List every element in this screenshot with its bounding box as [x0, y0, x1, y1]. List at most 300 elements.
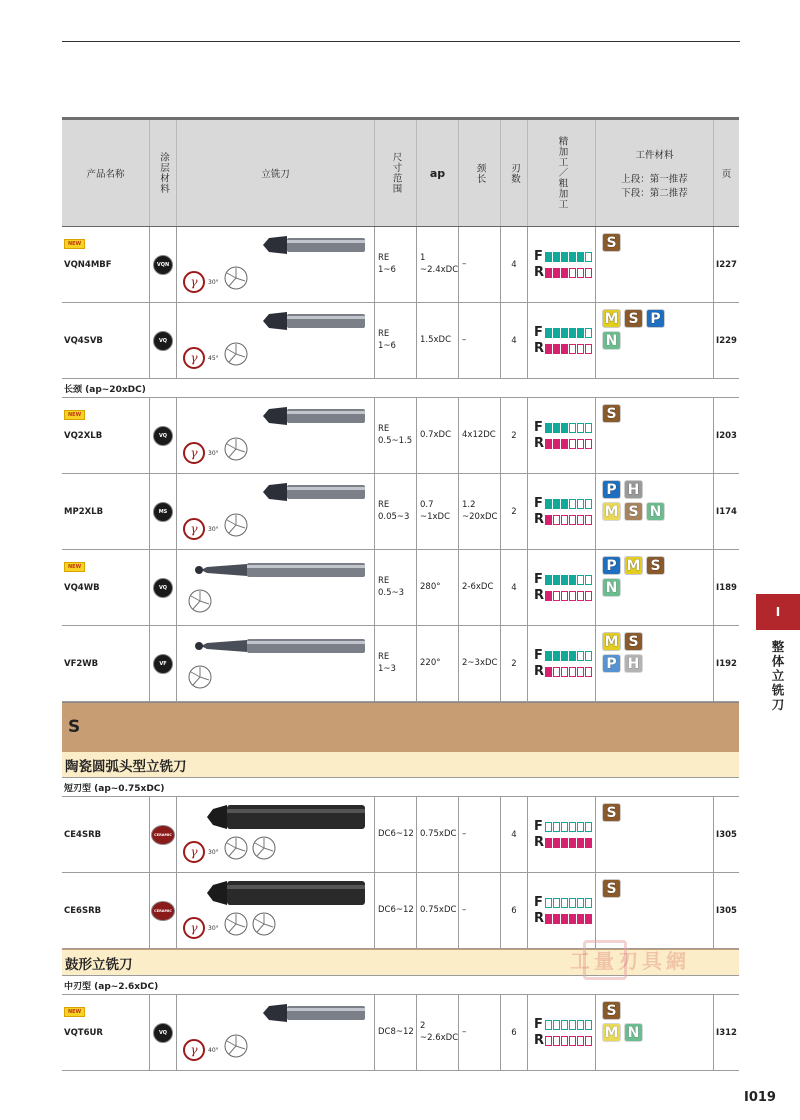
rating-square — [545, 515, 552, 525]
rating-square — [585, 914, 592, 924]
page-ref[interactable]: I192 — [713, 626, 739, 701]
helix-angle: 30° — [208, 279, 219, 286]
rating-square — [569, 667, 576, 677]
coating-cell — [149, 550, 176, 625]
finish-rough-cell — [527, 873, 595, 948]
rating-square — [553, 591, 560, 601]
rating-square — [553, 344, 560, 354]
rating-square — [545, 667, 552, 677]
rating-square — [577, 667, 584, 677]
rating-square — [577, 591, 584, 601]
row-group-long-neck — [62, 398, 739, 702]
flute-section-icon — [187, 664, 213, 690]
workpiece-cell — [595, 995, 713, 1070]
product-name-cell — [62, 626, 149, 701]
flute-section-icon — [223, 436, 249, 462]
helix-angle-icon: γ — [183, 347, 205, 369]
helix-angle: 45° — [208, 355, 219, 362]
workpiece-cell — [595, 550, 713, 625]
rating-square — [561, 268, 568, 278]
side-tab[interactable]: I — [756, 594, 800, 630]
rating-square — [585, 344, 592, 354]
product-name[interactable]: VQ4WB — [64, 582, 100, 593]
hdr-workpiece-title: 工件材料 — [635, 150, 674, 161]
material-badge-n: N — [602, 578, 621, 597]
rating-square — [561, 499, 568, 509]
finish-rating — [534, 572, 593, 588]
rough-rating — [534, 1033, 593, 1049]
page-ref[interactable]: I203 — [713, 398, 739, 473]
coating-badge-icon: CERAMIC — [151, 901, 175, 921]
ap-cell: 280° — [416, 550, 458, 625]
material-badge-n: N — [602, 331, 621, 350]
neck-cell: 2-6xDC — [458, 550, 500, 625]
rating-square — [553, 838, 560, 848]
top-rule — [62, 41, 740, 42]
hdr-flutes: 刃数 — [500, 120, 527, 226]
endmill-cell — [176, 873, 374, 948]
product-name[interactable]: CE6SRB — [64, 905, 102, 916]
rating-square — [545, 344, 552, 354]
coating-badge-icon: VQ — [153, 426, 173, 446]
rating-square — [577, 515, 584, 525]
material-badge-s: S — [602, 1001, 621, 1020]
rough-label: R — [534, 512, 545, 527]
ap-cell: 220° — [416, 626, 458, 701]
flutes-cell: 6 — [500, 873, 527, 948]
material-top-row — [602, 556, 713, 575]
finish-label: F — [534, 249, 543, 264]
product-name[interactable]: VQN4MBF — [64, 259, 112, 270]
helix-angle-icon: γ — [183, 1039, 205, 1061]
rating-square — [585, 499, 592, 509]
table-row — [62, 474, 739, 550]
rating-square — [585, 423, 592, 433]
coating-badge-icon: VQ — [153, 331, 173, 351]
coating-cell — [149, 873, 176, 948]
material-badge-p: P — [602, 480, 621, 499]
rough-label: R — [534, 588, 545, 603]
rating-square — [577, 822, 584, 832]
rough-rating — [534, 341, 593, 357]
table-row — [62, 227, 739, 303]
neck-cell: 4x12DC — [458, 398, 500, 473]
helix-angle: 30° — [208, 526, 219, 533]
finish-rating — [534, 895, 593, 911]
rough-rating — [534, 835, 593, 851]
rating-square — [577, 344, 584, 354]
hdr-neck: 颈长 — [458, 120, 500, 226]
endmill-drawing — [177, 303, 375, 378]
ap-cell: 2 ~2.6xDC — [416, 995, 458, 1070]
endmill-cell — [176, 398, 374, 473]
finish-rating — [534, 648, 593, 664]
page-number: I019 — [744, 1090, 776, 1105]
rating-square — [585, 328, 592, 338]
rating-square — [553, 575, 560, 585]
finish-rough-cell — [527, 626, 595, 701]
rating-square — [553, 914, 560, 924]
product-table — [62, 117, 739, 1071]
rating-square — [553, 499, 560, 509]
finish-rough-cell — [527, 227, 595, 302]
material-badge-p: P — [602, 556, 621, 575]
page-ref[interactable]: I174 — [713, 474, 739, 549]
product-name-cell — [62, 873, 149, 948]
rating-square — [545, 575, 552, 585]
rating-square — [585, 651, 592, 661]
endmill-cell — [176, 550, 374, 625]
table-row — [62, 626, 739, 702]
rough-label: R — [534, 664, 545, 679]
rating-square — [569, 822, 576, 832]
flutes-cell: 4 — [500, 550, 527, 625]
material-top-row — [602, 879, 713, 898]
rating-square — [553, 439, 560, 449]
material-badge-n: N — [646, 502, 665, 521]
rating-square — [577, 898, 584, 908]
rating-square — [553, 651, 560, 661]
rating-square — [585, 898, 592, 908]
coating-cell — [149, 995, 176, 1070]
rating-square — [553, 1020, 560, 1030]
material-badge-m: M — [602, 1023, 621, 1042]
helix-angle: 40° — [208, 1047, 219, 1054]
material-badge-s: S — [624, 632, 643, 651]
material-bottom-row — [602, 1023, 713, 1042]
material-badge-h: H — [624, 654, 643, 673]
rating-square — [569, 838, 576, 848]
hdr-page: 页 — [713, 120, 739, 226]
size-range-cell: RE 1~6 — [374, 227, 416, 302]
coating-badge-icon: VQN — [153, 255, 173, 275]
finish-rough-cell — [527, 550, 595, 625]
rough-rating — [534, 265, 593, 281]
rating-square — [585, 515, 592, 525]
product-name[interactable]: MP2XLB — [64, 506, 104, 517]
rating-square — [577, 439, 584, 449]
finish-label: F — [534, 1017, 543, 1032]
rating-square — [561, 252, 568, 262]
material-badge-s: S — [624, 502, 643, 521]
material-top-row — [602, 233, 713, 252]
page-ref[interactable]: I312 — [713, 995, 739, 1070]
material-badge-h: H — [624, 480, 643, 499]
flute-section-icon — [223, 512, 249, 538]
page-ref[interactable]: I229 — [713, 303, 739, 378]
rating-square — [553, 667, 560, 677]
hdr-size-range: 尺寸范围 — [374, 120, 416, 226]
rating-square — [585, 252, 592, 262]
product-name-cell — [62, 550, 149, 625]
table-row — [62, 873, 739, 949]
rating-square — [585, 838, 592, 848]
finish-rating — [534, 496, 593, 512]
workpiece-cell — [595, 303, 713, 378]
workpiece-cell — [595, 873, 713, 948]
watermark: 工量刃具網 — [570, 949, 690, 973]
rating-square — [569, 1036, 576, 1046]
workpiece-cell — [595, 398, 713, 473]
rating-square — [545, 268, 552, 278]
rating-square — [577, 499, 584, 509]
rating-square — [569, 591, 576, 601]
rating-square — [545, 328, 552, 338]
rating-square — [553, 328, 560, 338]
row-group-barrel — [62, 995, 739, 1071]
rough-rating — [534, 588, 593, 604]
workpiece-cell — [595, 797, 713, 872]
rating-square — [561, 651, 568, 661]
rating-square — [569, 499, 576, 509]
product-name-cell — [62, 995, 149, 1070]
rating-square — [569, 328, 576, 338]
neck-cell: – — [458, 873, 500, 948]
rough-rating — [534, 436, 593, 452]
endmill-cell — [176, 797, 374, 872]
rating-square — [561, 1036, 568, 1046]
material-top-row — [602, 632, 713, 651]
neck-cell: – — [458, 303, 500, 378]
rating-square — [577, 328, 584, 338]
rating-square — [553, 268, 560, 278]
rating-square — [569, 651, 576, 661]
page-ref[interactable]: I227 — [713, 227, 739, 302]
endmill-cell — [176, 303, 374, 378]
endmill-cell — [176, 227, 374, 302]
row-group-ceramic — [62, 797, 739, 949]
finish-label: F — [534, 325, 543, 340]
finish-label: F — [534, 648, 543, 663]
flute-section-icon — [223, 341, 249, 367]
flute-section-icon — [251, 835, 277, 861]
rating-square — [545, 898, 552, 908]
endmill-cell — [176, 995, 374, 1070]
flutes-cell: 4 — [500, 797, 527, 872]
rough-label: R — [534, 911, 545, 926]
section-long-neck: 长颈 (ap~20xDC) — [62, 379, 739, 398]
rating-square — [545, 1020, 552, 1030]
size-range-cell: RE 1~6 — [374, 303, 416, 378]
rating-square — [545, 651, 552, 661]
rating-square — [561, 591, 568, 601]
coating-cell — [149, 227, 176, 302]
rough-label: R — [534, 341, 545, 356]
product-name-cell — [62, 227, 149, 302]
table-row — [62, 797, 739, 873]
table-row — [62, 995, 739, 1071]
flutes-cell: 4 — [500, 303, 527, 378]
material-bottom-row — [602, 502, 713, 521]
rating-square — [561, 344, 568, 354]
neck-cell: 1.2 ~20xDC — [458, 474, 500, 549]
rough-label: R — [534, 436, 545, 451]
hdr-endmill: 立铣刀 — [176, 120, 374, 226]
rating-square — [545, 822, 552, 832]
endmill-drawing — [177, 474, 375, 549]
size-range-cell: DC6~12 — [374, 797, 416, 872]
rating-square — [561, 914, 568, 924]
material-badge-m: M — [624, 556, 643, 575]
ap-cell: 1.5xDC — [416, 303, 458, 378]
finish-rating — [534, 325, 593, 341]
product-name[interactable]: VQ2XLB — [64, 430, 103, 441]
hdr-finish-rough: 精加工／粗加工 — [527, 120, 595, 226]
band-s: S — [62, 702, 739, 751]
side-tab-text: 整体立铣刀 — [770, 640, 785, 713]
table-row — [62, 303, 739, 379]
product-name-cell — [62, 797, 149, 872]
coating-badge-icon: MS — [153, 502, 173, 522]
page-ref[interactable]: I189 — [713, 550, 739, 625]
finish-rough-cell — [527, 398, 595, 473]
material-badge-m: M — [602, 502, 621, 521]
helix-angle: 30° — [208, 925, 219, 932]
rating-square — [569, 575, 576, 585]
finish-rough-cell — [527, 474, 595, 549]
rating-square — [585, 591, 592, 601]
flute-section-icon — [223, 1033, 249, 1059]
rating-square — [553, 423, 560, 433]
row-group-standard — [62, 227, 739, 379]
material-top-row — [602, 404, 713, 423]
flutes-cell: 6 — [500, 995, 527, 1070]
page-ref[interactable]: I305 — [713, 797, 739, 872]
rating-square — [561, 898, 568, 908]
rough-label: R — [534, 835, 545, 850]
size-range-cell: RE 0.5~1.5 — [374, 398, 416, 473]
flute-section-icon — [187, 588, 213, 614]
coating-cell — [149, 474, 176, 549]
hdr-workpiece-note2: 下段：第二推荐 — [621, 188, 688, 199]
material-badge-p: P — [602, 654, 621, 673]
material-badge-s: S — [602, 803, 621, 822]
hdr-workpiece-note1: 上段：第一推荐 — [621, 174, 688, 185]
coating-badge-icon: VQ — [153, 1023, 173, 1043]
flute-section-icon — [223, 911, 249, 937]
rating-square — [569, 439, 576, 449]
rating-square — [585, 822, 592, 832]
helix-angle: 30° — [208, 849, 219, 856]
rating-square — [569, 515, 576, 525]
size-range-cell: RE 1~3 — [374, 626, 416, 701]
material-bottom-row — [602, 654, 713, 673]
finish-label: F — [534, 895, 543, 910]
finish-label: F — [534, 420, 543, 435]
band-ceramic: 陶瓷圆弧头型立铣刀 — [62, 751, 739, 778]
product-name[interactable]: CE4SRB — [64, 829, 102, 840]
product-name-cell — [62, 303, 149, 378]
material-badge-m: M — [602, 309, 621, 328]
size-range-cell: RE 0.5~3 — [374, 550, 416, 625]
ap-cell: 0.75xDC — [416, 797, 458, 872]
material-top-row — [602, 480, 713, 499]
rating-square — [561, 822, 568, 832]
section-short: 短刃型 (ap~0.75xDC) — [62, 778, 739, 797]
workpiece-cell — [595, 626, 713, 701]
finish-rough-cell — [527, 995, 595, 1070]
rough-label: R — [534, 1033, 545, 1048]
coating-cell — [149, 398, 176, 473]
neck-cell: – — [458, 797, 500, 872]
rating-square — [561, 575, 568, 585]
band-barrel: 鼓形立铣刀 — [62, 949, 739, 976]
finish-rough-cell — [527, 303, 595, 378]
neck-cell: – — [458, 995, 500, 1070]
rating-square — [545, 591, 552, 601]
rating-square — [561, 328, 568, 338]
table-row — [62, 550, 739, 626]
rating-square — [577, 575, 584, 585]
rating-square — [561, 1020, 568, 1030]
page-ref[interactable]: I305 — [713, 873, 739, 948]
material-bottom-row — [602, 578, 713, 597]
new-badge: NEW — [64, 410, 85, 420]
rating-square — [545, 838, 552, 848]
rating-square — [561, 515, 568, 525]
flute-section-icon — [251, 911, 277, 937]
material-bottom-row — [602, 331, 713, 350]
product-name[interactable]: VQ4SVB — [64, 335, 103, 346]
ap-cell: 1 ~2.4xDC — [416, 227, 458, 302]
product-name-cell — [62, 398, 149, 473]
table-header — [62, 117, 739, 227]
hdr-coating: 涂层材料 — [149, 120, 176, 226]
rating-square — [577, 268, 584, 278]
rating-square — [561, 838, 568, 848]
rating-square — [545, 439, 552, 449]
rating-square — [569, 423, 576, 433]
rating-square — [577, 1020, 584, 1030]
finish-rating — [534, 420, 593, 436]
rating-square — [561, 439, 568, 449]
finish-rating — [534, 819, 593, 835]
ap-cell: 0.7 ~1xDC — [416, 474, 458, 549]
material-top-row — [602, 309, 713, 328]
rough-rating — [534, 911, 593, 927]
hdr-product-name: 产品名称 — [86, 169, 125, 180]
material-badge-s: S — [624, 309, 643, 328]
size-range-cell: DC6~12 — [374, 873, 416, 948]
endmill-cell — [176, 474, 374, 549]
rating-square — [553, 515, 560, 525]
material-top-row — [602, 803, 713, 822]
rating-square — [585, 439, 592, 449]
rating-square — [553, 1036, 560, 1046]
product-name-cell — [62, 474, 149, 549]
material-badge-s: S — [646, 556, 665, 575]
endmill-drawing — [177, 398, 375, 473]
rating-square — [569, 914, 576, 924]
rating-square — [585, 667, 592, 677]
product-name[interactable]: VF2WB — [64, 658, 99, 669]
new-badge: NEW — [64, 239, 85, 249]
flute-section-icon — [223, 835, 249, 861]
finish-rating — [534, 1017, 593, 1033]
rating-square — [569, 252, 576, 262]
helix-angle-icon: γ — [183, 841, 205, 863]
workpiece-cell — [595, 474, 713, 549]
size-range-cell: RE 0.05~3 — [374, 474, 416, 549]
material-top-row — [602, 1001, 713, 1020]
material-badge-s: S — [602, 404, 621, 423]
new-badge: NEW — [64, 1007, 85, 1017]
material-badge-s: S — [602, 233, 621, 252]
rating-square — [545, 423, 552, 433]
rating-square — [577, 838, 584, 848]
coating-cell — [149, 626, 176, 701]
product-name[interactable]: VQT6UR — [64, 1027, 103, 1038]
